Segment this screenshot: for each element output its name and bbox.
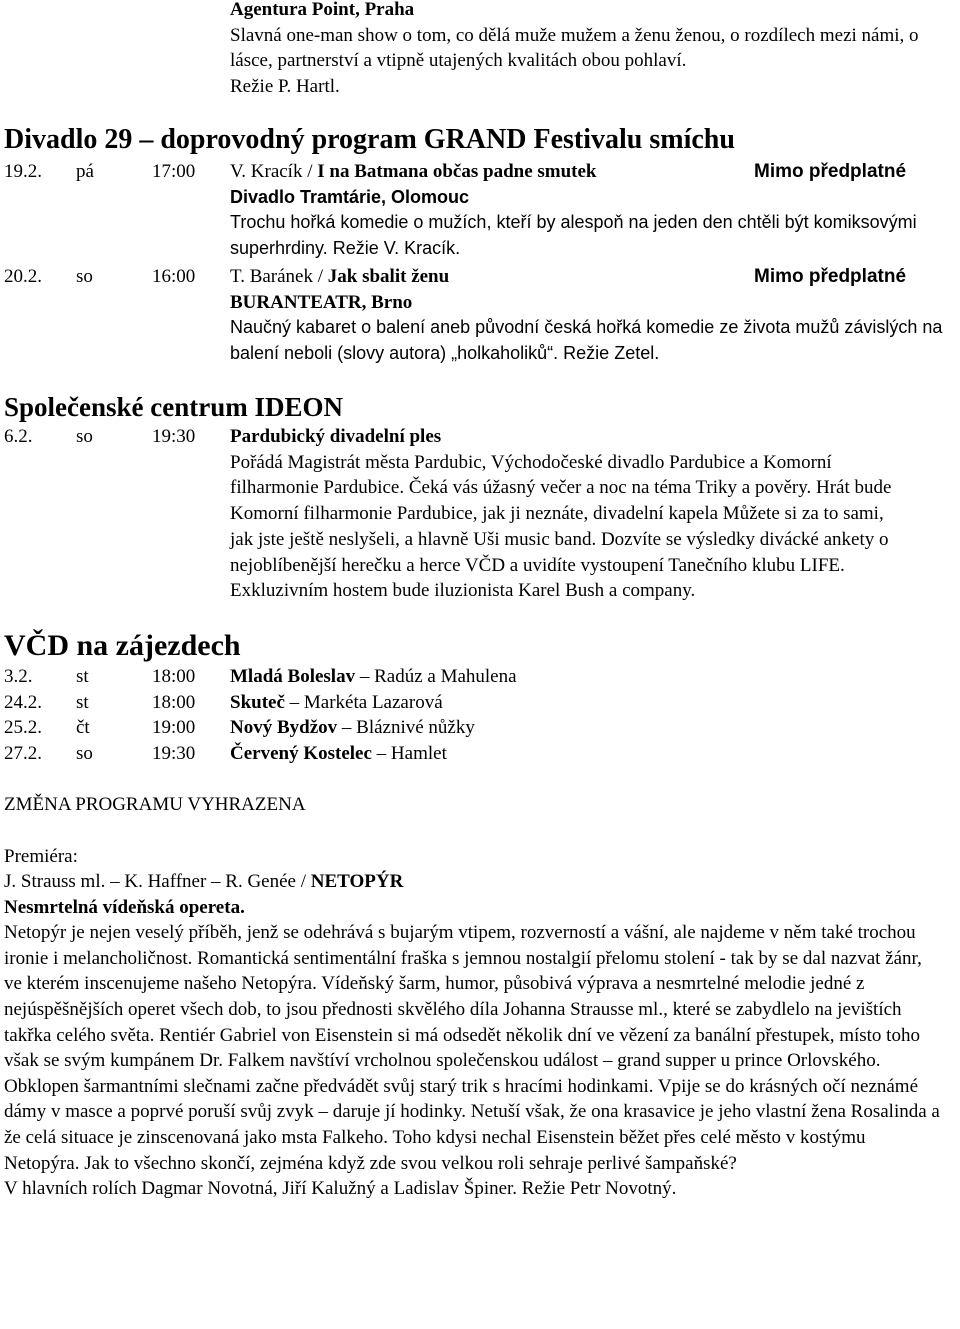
premiere-text: Netopýr je nejen veselý příběh, jenž se odehrává s bujarým vtipem, rozverností a vášní, ale najdeme v něm také trochou ironie i melancholičnost. Romantická sentimentální fraška s jemnou nostalgií přelomu stolení - tak by se dal nazvat žánr, ve kterém inscenujeme našeho Netopýra. Vídeňský šarm, humor, působivá výprava a nesmrtelné melodie jedné z nejúspěšnějších operet všech dob, to jsou přednosti skvělého díla Johanna Strausse ml., které se zabydlelo na jevištích takřka celého světa. Rentiér Gabriel von Eisenstein si má odsedět několik dní ve vězení za banální přestupek, místo toho však se svým kumpánem Dr. Falkem navštíví vrcholnou společenskou událost – grand supper u prince Orlovského. Obklopen šarmantními slečnami začne předvádět svůj starý trik s hracími hodinkami. Vpije se do krásných očí neznámé dámy v masce a poprvé poruší svůj zvyk – daruje jí hodinky. Netuší však, že ona krasavice je jeho vlastní žena Rosalinda a že celá situace je zinscenovaná jako msta Falkeho. Toho kdysi nechal Eisenstein běžet přes celé město v kostýmu Netopýra. Jak to všechno skončí, zejména když zde svou velkou roli sehraje perlivé šampaňské? — [4, 922, 940, 1174]
tour-place: Mladá Boleslav — [230, 666, 356, 688]
event-company: BURANTEATR, Brno — [230, 291, 413, 313]
tour-play: – Bláznivé nůžky — [337, 717, 475, 739]
event-day: so — [76, 426, 93, 447]
tour-date: 24.2. — [4, 691, 42, 713]
event-date: 20.2. — [4, 266, 42, 287]
event-subscription-note: Mimo předplatné — [754, 266, 907, 287]
event-title-line — [230, 159, 754, 185]
tour-place: Skuteč — [230, 691, 285, 713]
tour-time: 18:00 — [152, 691, 196, 713]
ideon-heading: Společenské centrum IDEON — [4, 392, 343, 422]
tour-play: – Radúz a Mahulena — [355, 666, 517, 688]
event-time: 17:00 — [152, 161, 196, 182]
tour-date: 25.2. — [4, 717, 42, 739]
event-title-line — [230, 264, 754, 290]
tour-day: st — [76, 691, 89, 713]
intro-director: Režie P. Hartl. — [230, 75, 340, 97]
tour-list — [4, 664, 954, 766]
premiere-title: NETOPÝR — [310, 871, 404, 893]
ideon-event — [4, 424, 954, 604]
event-date: 6.2. — [4, 426, 33, 447]
tour-row — [4, 715, 954, 741]
divadlo29-event-2 — [4, 264, 954, 366]
program-change-notice: ZMĚNA PROGRAMU VYHRAZENA — [4, 794, 306, 816]
event-title: Pardubický divadelní ples — [230, 426, 442, 447]
event-date: 19.2. — [4, 161, 42, 182]
tour-place: Nový Bydžov — [230, 717, 338, 739]
premiere-title-line — [4, 869, 954, 895]
tour-play: – Hamlet — [371, 742, 447, 764]
tour-date: 3.2. — [4, 666, 33, 688]
tour-row — [4, 741, 954, 767]
tour-time: 19:30 — [152, 742, 196, 764]
program-page — [4, 0, 954, 1202]
event-description: Trochu hořká komedie o mužích, kteří by alespoň na jeden den chtěli být komiksovými superhrdiny. Režie V. Kracík. — [230, 212, 917, 258]
tour-row — [4, 664, 954, 690]
event-company: Divadlo Tramtárie, Olomouc — [230, 186, 470, 207]
event-title: Jak sbalit ženu — [327, 266, 450, 287]
tour-day: so — [76, 742, 93, 764]
event-time: 16:00 — [152, 266, 196, 287]
premiere-block — [4, 844, 954, 1202]
premiere-subtitle: Nesmrtelná vídeňská opereta. — [4, 896, 245, 918]
divadlo29-heading: Divadlo 29 – doprovodný program GRAND Festivalu smíchu — [4, 124, 735, 155]
event-description: Naučný kabaret o balení aneb původní česká hořká komedie ze života mužů závislých na balení neboli (slovy autora) „holkaholiků“. Režie Zetel. — [230, 317, 943, 363]
event-day: pá — [76, 161, 94, 182]
event-author: T. Baránek / — [230, 266, 328, 287]
tour-time: 18:00 — [152, 666, 196, 688]
event-title: I na Batmana občas padne smutek — [317, 161, 597, 182]
tour-day: čt — [76, 717, 90, 739]
intro-description: Slavná one-man show o tom, co dělá muže mužem a ženu ženou, o rozdílech mezi námi, o lásce, partnerství a vtipně utajených kvalitách obou pohlaví. — [230, 24, 919, 71]
event-subscription-note: Mimo předplatné — [754, 161, 907, 182]
premiere-label: Premiéra: — [4, 845, 78, 867]
event-author: V. Kracík / — [230, 161, 318, 182]
event-time: 19:30 — [152, 426, 196, 447]
tour-day: st — [76, 666, 89, 688]
intro-venue: Agentura Point, Praha — [230, 0, 415, 20]
event-description: Pořádá Magistrát města Pardubic, Východočeské divadlo Pardubice a Komorní filharmonie Pardubice. Čeká vás úžasný večer a noc na téma Triky a pověry. Hrát bude Komorní filharmonie Pardubice, jak ji neznáte, divadelní kapela Můžete si za to sami, jak jste ještě neslyšeli, a hlavně Uši music band. Dozvíte se výsledky divácké ankety o nejoblíbenější herečku a herce VČD a uvidíte vystoupení Tanečního klubu LIFE. Exkluzivním hostem bude iluzionista Karel Bush a company. — [230, 451, 892, 602]
tour-place: Červený Kostelec — [230, 742, 372, 764]
divadlo29-event-1 — [4, 159, 954, 261]
tour-row — [4, 690, 954, 716]
intro-block — [230, 0, 954, 99]
tour-heading: VČD na zájezdech — [4, 629, 241, 663]
premiere-cast: V hlavních rolích Dagmar Novotná, Jiří Kalužný a Ladislav Špiner. Režie Petr Novotný. — [4, 1178, 677, 1200]
premiere-authors: J. Strauss ml. – K. Haffner – R. Genée / — [4, 871, 311, 893]
tour-date: 27.2. — [4, 742, 42, 764]
tour-time: 19:00 — [152, 717, 196, 739]
tour-play: – Markéta Lazarová — [284, 691, 443, 713]
event-day: so — [76, 266, 93, 287]
